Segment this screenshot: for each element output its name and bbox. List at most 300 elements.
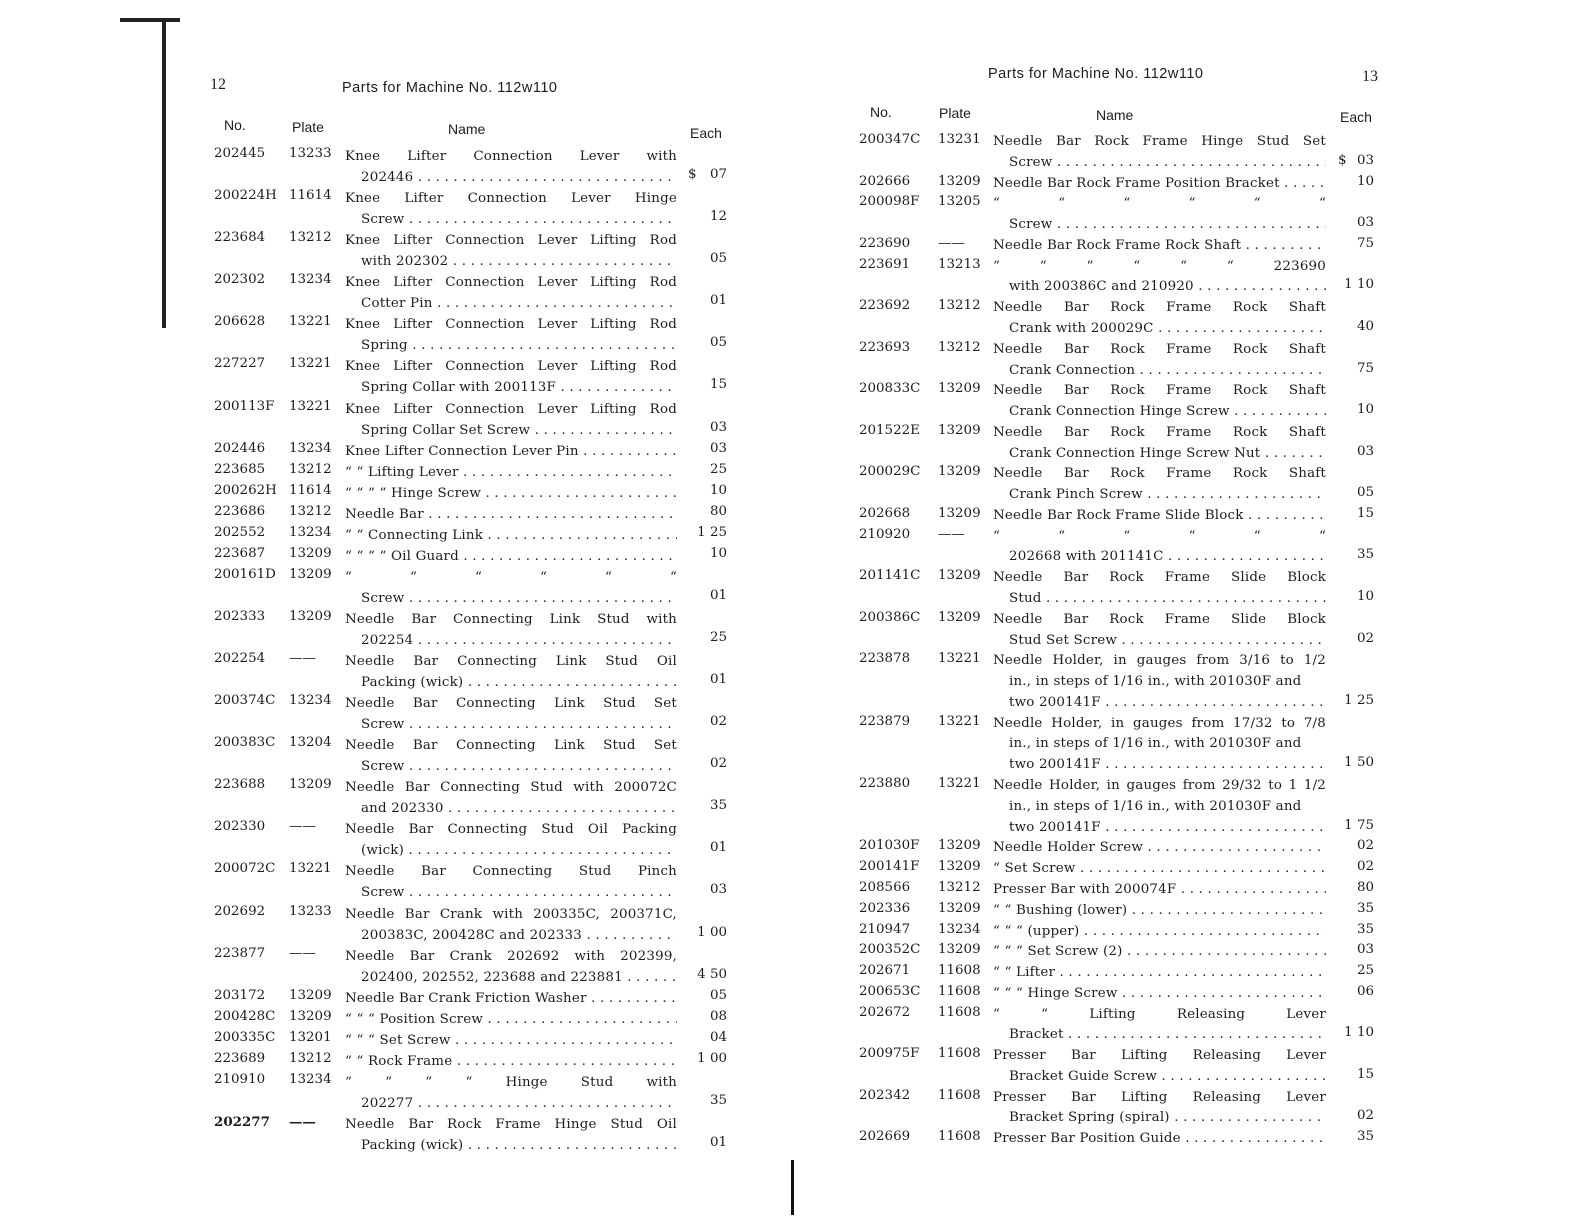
part-name: [345, 693, 677, 735]
part-number: 223685: [214, 461, 266, 477]
plate-number: 13209: [938, 900, 981, 916]
part-name-line: Needle Holder, in gauges from 29/32 to 1 1/2: [993, 778, 1326, 793]
parts-row: [792, 963, 1584, 984]
dollar-sign: $: [1338, 152, 1347, 168]
part-name-line: in., in steps of 1/16 in., with 201030F and: [1009, 674, 1302, 690]
parts-row: [0, 546, 792, 567]
part-name-line: Knee Lifter Connection Lever Lifting Rod: [345, 275, 677, 291]
part-number: 208566: [859, 879, 911, 895]
part-name: [993, 527, 1326, 569]
part-number: 200224H: [214, 188, 277, 204]
part-name-line: Needle Bar Crank 202692 with 202399,: [345, 948, 677, 964]
part-name-line: 202277 . . .: [345, 1093, 677, 1114]
part-number: 223690: [859, 235, 911, 251]
unit-price: 04: [709, 1029, 727, 1045]
unit-price: 4 50: [697, 966, 727, 982]
unit-price: 10: [1356, 402, 1374, 418]
part-name-line: “ “ “ “ Hinge Screw . . .: [345, 483, 677, 504]
col-head-no: No.: [870, 104, 892, 120]
plate-number: 13221: [938, 776, 981, 791]
unit-price: 35: [1356, 547, 1374, 563]
part-name: [345, 1114, 677, 1156]
part-name-line: Bracket Guide Screw . . .: [993, 1067, 1326, 1088]
plate-number: 13209: [938, 838, 981, 854]
part-number: 202666: [859, 173, 911, 189]
part-name-line: Bracket . . .: [993, 1025, 1326, 1046]
part-name-line: Needle Bar Rock Frame Slide Block . . .: [993, 506, 1326, 527]
part-name-line: Needle Holder, in gauges from 3/16 to 1/2: [993, 653, 1326, 669]
part-name: [993, 1046, 1326, 1088]
part-name-line: Needle Bar Rock Frame Position Bracket . . .: [993, 174, 1326, 195]
part-name-line: 202400, 202552, 223688 and 223881 . . .: [345, 967, 677, 988]
part-number: 210910: [214, 1071, 266, 1087]
part-name-line: Needle Bar Rock Frame Hinge Stud Set: [993, 134, 1326, 149]
page-number: 13: [1362, 68, 1378, 85]
part-number: 200386C: [859, 609, 921, 625]
part-name-line: “ “ Lifter . . .: [993, 963, 1326, 984]
part-name-line: Needle Bar Rock Frame Rock Shaft: [993, 383, 1326, 399]
plate-number: 11608: [938, 1004, 981, 1020]
plate-number: 13221: [289, 314, 332, 330]
part-name: [345, 1051, 677, 1072]
part-name-line: Screw . . .: [993, 153, 1326, 174]
part-number: 200653C: [859, 983, 921, 999]
part-name: [345, 356, 677, 398]
plate-number: 11608: [938, 1087, 981, 1103]
part-number: 200029C: [859, 464, 921, 480]
plate-number: 13209: [938, 422, 981, 438]
parts-row: [0, 1114, 792, 1156]
part-name-line: Crank Connection Hinge Screw Nut . . .: [993, 444, 1326, 465]
unit-price: 35: [1356, 900, 1374, 916]
part-number: 203172: [214, 987, 266, 1003]
part-number: 202333: [214, 608, 266, 624]
plate-number: ——: [289, 1113, 316, 1130]
parts-row: [0, 567, 792, 609]
part-number: 202254: [214, 651, 266, 666]
part-name-line: Needle Bar Rock Frame Slide Block: [993, 570, 1326, 586]
unit-price: 10: [1356, 589, 1374, 605]
unit-price: 1 50: [1344, 755, 1374, 771]
unit-price: 02: [709, 714, 727, 730]
part-name: [993, 298, 1326, 340]
part-name: [345, 904, 677, 946]
part-name-line: “ “ “ “ “ “: [993, 196, 1326, 212]
plate-number: ——: [938, 526, 965, 542]
plate-number: 13209: [289, 608, 332, 624]
unit-price: 1 25: [697, 524, 727, 540]
part-number: 202671: [859, 963, 911, 978]
plate-number: 13212: [289, 461, 332, 477]
part-name-line: Crank Connection . . .: [993, 361, 1326, 382]
parts-row: [0, 462, 792, 483]
plate-number: 13234: [289, 272, 332, 288]
part-name-line: Presser Bar Lifting Releasing Lever: [993, 1089, 1326, 1105]
col-head-name: Name: [448, 121, 486, 137]
part-name-line: Needle Bar Crank Friction Washer . . .: [345, 988, 677, 1009]
part-name: [993, 963, 1326, 984]
part-number: 200428C: [214, 1008, 276, 1024]
part-number: 200833C: [859, 381, 921, 397]
part-number: 200113F: [214, 398, 275, 414]
parts-row: [792, 236, 1584, 257]
parts-row: [0, 1072, 792, 1114]
part-number: 200161D: [214, 566, 276, 582]
part-name-line: Spring Collar Set Screw . . .: [345, 420, 677, 441]
part-name-line: “ Set Screw . . .: [993, 859, 1326, 880]
part-name-line: “ “ “ “ “ “ 223690: [993, 258, 1326, 274]
part-number: 200975F: [859, 1046, 920, 1062]
unit-price: 03: [709, 440, 727, 456]
part-number: 202302: [214, 272, 266, 288]
part-number: 223687: [214, 545, 266, 561]
parts-row: [0, 188, 792, 230]
parts-row: [0, 525, 792, 546]
plate-number: 13234: [289, 693, 332, 709]
part-name-line: Needle Bar Connecting Stud with 200072C: [345, 780, 677, 796]
unit-price: 01: [709, 293, 727, 309]
part-name: [993, 984, 1326, 1005]
part-name-line: Needle Bar Connecting Link Stud with: [345, 611, 677, 627]
part-name: [993, 651, 1326, 713]
unit-price: 12: [709, 209, 727, 225]
part-number: 223878: [859, 651, 911, 667]
part-number: 210947: [859, 921, 911, 937]
part-name-line: (wick) . . .: [345, 840, 677, 861]
unit-price: 1 75: [1344, 817, 1374, 833]
part-name-line: Presser Bar with 200074F . . .: [993, 880, 1326, 901]
part-name-line: “ “ “ “ “ “: [993, 528, 1326, 544]
unit-price: 02: [1356, 630, 1374, 646]
part-number: 223691: [859, 256, 911, 272]
plate-number: 11608: [938, 1046, 981, 1062]
unit-price: 03: [1356, 942, 1374, 958]
plate-number: 13213: [938, 256, 981, 272]
part-number: 206628: [214, 314, 266, 330]
margin-bracket-top: [120, 18, 180, 22]
part-name-line: Packing (wick) . . .: [345, 672, 677, 693]
part-name-line: Knee Lifter Connection Lever Pin . . .: [345, 441, 677, 462]
parts-row: [792, 340, 1584, 382]
unit-price: 35: [1356, 1129, 1374, 1145]
part-name: [993, 1088, 1326, 1130]
plate-number: 13209: [938, 568, 981, 584]
dollar-sign: $: [688, 167, 697, 182]
plate-number: 13209: [289, 1008, 332, 1024]
part-number: 202445: [214, 146, 266, 161]
running-head: Parts for Machine No. 112w110: [988, 66, 1204, 82]
part-name-line: Needle Bar Connecting Link Stud Set: [345, 696, 677, 712]
parts-row: [0, 609, 792, 651]
part-number: 202277: [214, 1113, 270, 1130]
unit-price: 1 25: [1344, 692, 1374, 708]
part-name-line: Screw . . .: [345, 756, 677, 777]
part-name-line: Needle Bar Rock Frame Rock Shaft: [993, 300, 1326, 316]
parts-row: [0, 946, 792, 988]
part-number: 202552: [214, 524, 266, 540]
parts-row: [792, 859, 1584, 880]
parts-row: [792, 174, 1584, 195]
parts-row: [792, 1088, 1584, 1130]
parts-row: [0, 693, 792, 735]
part-name: [993, 568, 1326, 610]
part-name-line: Screw . . .: [345, 714, 677, 735]
parts-row: [792, 838, 1584, 859]
part-number: 202668: [859, 506, 911, 521]
unit-price: 03: [1356, 152, 1374, 168]
unit-price: 10: [709, 482, 727, 498]
unit-price: 06: [1356, 983, 1374, 999]
part-name: [993, 257, 1326, 299]
part-name-line: and 202330 . . .: [345, 798, 677, 819]
part-name: [993, 942, 1326, 963]
parts-row: [0, 735, 792, 777]
part-name-line: Screw . . .: [345, 588, 677, 609]
plate-number: 13221: [938, 651, 981, 667]
unit-price: 05: [1356, 485, 1374, 501]
part-number: 223692: [859, 298, 911, 314]
parts-row: [0, 988, 792, 1009]
unit-price: 03: [709, 882, 727, 898]
col-head-no: No.: [224, 117, 246, 133]
parts-row: [792, 1046, 1584, 1088]
plate-number: 13212: [938, 339, 981, 355]
part-name: [993, 1005, 1326, 1047]
part-number: 223879: [859, 713, 911, 729]
part-number: 201522E: [859, 422, 920, 438]
part-name: [345, 651, 677, 693]
plate-number: 13209: [938, 464, 981, 480]
part-name-line: “ “ Connecting Link . . .: [345, 525, 677, 546]
part-name: [993, 132, 1326, 174]
binding-gutter-line: [791, 1160, 794, 1215]
part-name-line: Needle Bar Rock Frame Hinge Stud Oil: [345, 1116, 677, 1132]
plate-number: 13209: [289, 987, 332, 1003]
unit-price: 10: [709, 545, 727, 561]
plate-number: 13212: [289, 503, 332, 519]
parts-row: [792, 901, 1584, 922]
plate-number: ——: [938, 235, 965, 251]
parts-row: [0, 483, 792, 504]
part-number: 227227: [214, 356, 266, 372]
part-number: 223684: [214, 230, 266, 246]
part-name: [345, 546, 677, 567]
part-name-line: “ “ Bushing (lower) . . .: [993, 901, 1326, 922]
plate-number: 11608: [938, 1129, 981, 1145]
part-number: 223877: [214, 945, 266, 961]
unit-price: 1 10: [1344, 277, 1374, 293]
unit-price: 03: [1356, 215, 1374, 231]
plate-number: 13205: [938, 194, 981, 210]
part-name: [993, 464, 1326, 506]
part-name-line: Screw . . .: [345, 209, 677, 230]
parts-row: [792, 880, 1584, 901]
parts-row: [792, 984, 1584, 1005]
part-number: 202672: [859, 1004, 911, 1020]
plate-number: 13212: [938, 298, 981, 314]
plate-number: 13204: [289, 735, 332, 751]
parts-row: [792, 527, 1584, 569]
parts-row: [792, 610, 1584, 652]
part-name-line: Bracket Spring (spiral) . . .: [993, 1108, 1326, 1129]
part-name-line: Cotter Pin . . .: [345, 293, 677, 314]
parts-row: [792, 257, 1584, 299]
part-name: [345, 272, 677, 314]
part-name-line: Knee Lifter Connection Lever Lifting Rod: [345, 233, 677, 249]
part-name: [345, 188, 677, 230]
parts-row: [0, 314, 792, 356]
parts-row: [0, 146, 792, 188]
part-number: 223880: [859, 776, 911, 791]
part-name-line: 202254 . . .: [345, 630, 677, 651]
plate-number: 13221: [938, 713, 981, 729]
unit-price: 07: [709, 167, 727, 182]
parts-row: [0, 272, 792, 314]
part-number: 200347C: [859, 132, 921, 147]
part-number: 202336: [859, 900, 911, 916]
plate-number: 13221: [289, 861, 332, 877]
part-name-line: “ “ “ Set Screw (2) . . .: [993, 942, 1326, 963]
parts-row: [792, 922, 1584, 943]
part-name-line: “ “ “ (upper) . . .: [993, 922, 1326, 943]
part-name: [345, 525, 677, 546]
plate-number: 13209: [289, 566, 332, 582]
part-name-line: 200383C, 200428C and 202333 . . .: [345, 925, 677, 946]
part-name: [993, 859, 1326, 880]
unit-price: 75: [1356, 235, 1374, 251]
part-name: [993, 901, 1326, 922]
part-name: [993, 236, 1326, 257]
part-name-line: in., in steps of 1/16 in., with 201030F and: [1009, 736, 1302, 752]
part-name-line: “ “ “ “ “ “: [345, 569, 677, 585]
part-name: [345, 861, 677, 903]
parts-row: [792, 506, 1584, 527]
part-name: [993, 714, 1326, 776]
plate-number: 13234: [938, 921, 981, 937]
part-name-line: Needle Bar Connecting Link Stud Set: [345, 738, 677, 754]
part-name: [993, 381, 1326, 423]
parts-row: [792, 298, 1584, 340]
part-name: [345, 314, 677, 356]
part-name: [345, 146, 677, 188]
part-name-line: Needle Bar Connecting Link Stud Oil: [345, 654, 677, 669]
part-name-line: Screw . . .: [993, 215, 1326, 236]
part-number: 223693: [859, 339, 911, 355]
part-name-line: with 202302 . . .: [345, 251, 677, 272]
part-number: 200374C: [214, 693, 276, 709]
part-name-line: Needle Bar Rock Frame Rock Shaft: [993, 466, 1326, 482]
parts-row: [792, 651, 1584, 713]
part-number: 202692: [214, 903, 266, 919]
unit-price: 05: [709, 987, 727, 1003]
parts-row: [0, 819, 792, 861]
part-name-line: “ “ “ Position Screw . . .: [345, 1009, 677, 1030]
part-number: 200141F: [859, 859, 920, 875]
part-name: [345, 777, 677, 819]
part-name-line: 202446 . . .: [345, 167, 677, 188]
part-name-line: “ “ “ “ Hinge Stud with: [345, 1074, 677, 1090]
plate-number: 13233: [289, 903, 332, 919]
unit-price: 15: [709, 377, 727, 393]
plate-number: 11608: [938, 983, 981, 999]
part-name-line: 202668 with 201141C . . .: [993, 547, 1326, 568]
unit-price: 02: [1356, 859, 1374, 875]
part-name-line: Knee Lifter Connection Lever Lifting Rod: [345, 401, 677, 417]
plate-number: 11614: [289, 188, 332, 204]
parts-row: [792, 194, 1584, 236]
unit-price: 08: [709, 1008, 727, 1024]
part-name: [345, 946, 677, 988]
part-name: [993, 340, 1326, 382]
parts-row: [0, 399, 792, 441]
unit-price: 75: [1356, 360, 1374, 376]
part-name-line: Crank Connection Hinge Screw . . .: [993, 402, 1326, 423]
part-name-line: Spring . . .: [345, 335, 677, 356]
plate-number: 13234: [289, 1071, 332, 1087]
part-name-line: Screw . . .: [345, 882, 677, 903]
part-name-line: Crank Pinch Screw . . .: [993, 485, 1326, 506]
part-name-line: “ “ Rock Frame . . .: [345, 1051, 677, 1072]
parts-row: [0, 1051, 792, 1072]
part-name-line: “ “ “ Hinge Screw . . .: [993, 984, 1326, 1005]
part-number: 223688: [214, 777, 266, 793]
part-name: [345, 567, 677, 609]
parts-row: [0, 356, 792, 398]
part-name-line: Needle Bar Rock Frame Rock Shaft . . .: [993, 236, 1326, 257]
part-name-line: Spring Collar with 200113F . . .: [345, 377, 677, 398]
unit-price: 10: [1356, 173, 1374, 189]
part-name-line: Presser Bar Lifting Releasing Lever: [993, 1048, 1326, 1064]
plate-number: 13209: [938, 859, 981, 875]
unit-price: 35: [1356, 921, 1374, 937]
col-head-each: Each: [690, 125, 722, 141]
parts-row: [0, 504, 792, 525]
parts-row: [0, 777, 792, 819]
unit-price: 40: [1356, 318, 1374, 334]
part-name-line: Knee Lifter Connection Lever with: [345, 149, 677, 164]
unit-price: 03: [1356, 443, 1374, 459]
part-number: 223686: [214, 503, 266, 519]
unit-price: 01: [709, 587, 727, 603]
part-number: 202669: [859, 1129, 911, 1145]
part-name: [345, 609, 677, 651]
parts-row: [792, 776, 1584, 838]
page-number: 12: [210, 76, 226, 93]
plate-number: 13234: [289, 524, 332, 540]
parts-row: [792, 132, 1584, 174]
plate-number: 13221: [289, 398, 332, 414]
part-name-line: Needle Bar Rock Frame Rock Shaft: [993, 424, 1326, 440]
plate-number: 13209: [289, 545, 332, 561]
part-number: 200072C: [214, 861, 276, 877]
unit-price: 15: [1356, 1066, 1374, 1082]
col-head-plate: Plate: [292, 119, 324, 135]
part-name: [345, 1030, 677, 1051]
part-name: [993, 174, 1326, 195]
plate-number: 13209: [938, 506, 981, 521]
part-number: 200335C: [214, 1029, 276, 1045]
part-number: 210920: [859, 526, 911, 542]
unit-price: 02: [709, 756, 727, 772]
part-name: [345, 988, 677, 1009]
part-name: [345, 230, 677, 272]
part-name: [345, 1009, 677, 1030]
parts-row: [0, 441, 792, 462]
part-name: [993, 506, 1326, 527]
part-name-line: two 200141F . . .: [993, 755, 1326, 776]
part-name: [345, 483, 677, 504]
parts-row: [792, 942, 1584, 963]
